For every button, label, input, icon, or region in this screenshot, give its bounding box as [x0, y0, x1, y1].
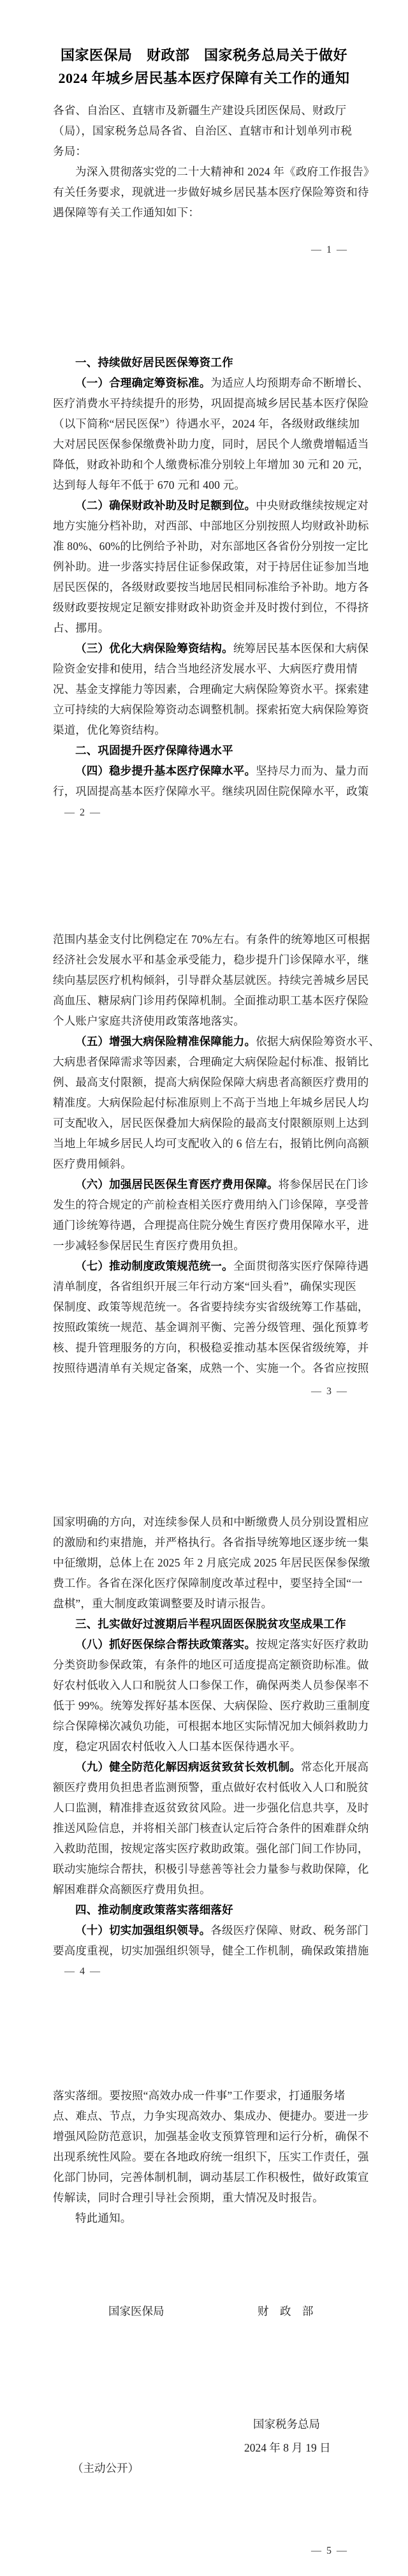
text-line: 经济社会发展水平和基金承受能力，稳步提升门诊保障水平，继	[53, 953, 369, 966]
text-line: 入救助范围，按规定落实医疗救助政策。强化部门间工作协同，	[53, 1842, 369, 1855]
paragraph-lead: （五）增强大病保险精准保障能力。	[75, 1035, 256, 1048]
text-line: （七）推动制度政策规范统一。全面贯彻落实医疗保障待遇	[75, 1260, 369, 1272]
text-line: 当地上年城乡居民人均可支配收入的 6 倍左右，报销比例向高额	[53, 1137, 369, 1150]
text-line: 各省、自治区、直辖市及新疆生产建设兵团医保局、财政厅	[53, 104, 347, 117]
text-line: （以下简称“居民医保”）待遇水平，2024 年，各级财政继续加	[53, 417, 360, 430]
text-line: 清单制度，各省组织开展三年行动方案“回头看”，确保实现医	[53, 1280, 357, 1293]
text-line: 传解读，同时合理引导社会预期，重大情况及时报告。	[53, 2191, 324, 2204]
page-number-4: — 4 —	[64, 1966, 101, 1977]
text-line: 况、基金支撑能力等因素，合理确定大病保险筹资水平。探索建	[53, 683, 369, 696]
text-line: 范围内基金支付比例稳定在 70%左右。有条件的统筹地区可根据	[53, 933, 370, 946]
document-title	[0, 44, 408, 90]
page-number-5: — 5 —	[311, 2545, 348, 2556]
text-line: （三）优化大病保险筹资结构。统筹居民基本医保和大病保	[75, 642, 369, 655]
text-line: 中征缴期，总体上在 2025 年 2 月底完成 2025 年居民医保参保缴	[53, 1556, 370, 1569]
text-line: 可支配收入，居民医保叠加大病保险的最高支付限额原则上达到	[53, 1117, 369, 1129]
text-line: 精准度。大病保险起付标准原则上不高于当地上年城乡居民人均	[53, 1096, 369, 1109]
text-line: 核、提升管理服务的方向，积极稳妥推动基本医保省级统筹，并	[53, 1341, 369, 1354]
text-line: 有关任务要求，现就进一步做好城乡居民基本医疗保险筹资和待	[53, 186, 369, 198]
text-line: （一）合理确定筹资标准。为适应人均预期寿命不断增长、	[75, 376, 369, 389]
text-line: 遇保障等有关工作通知如下：	[53, 206, 200, 219]
disclosure-note: （主动公开）	[72, 2462, 139, 2475]
paragraph-lead: （一）合理确定筹资标准。	[75, 376, 211, 389]
title-line-1: 国家医保局 财政部 国家税务总局关于做好	[60, 47, 347, 63]
text-line: 点、难点、节点，力争实现高效办、集成办、便捷办。要进一步	[53, 2110, 369, 2122]
section-heading: 三、扎实做好过渡期后半程巩固医保脱贫攻坚成果工作	[75, 1618, 346, 1630]
page-number-3: — 3 —	[311, 1386, 348, 1397]
page-4-body	[53, 1512, 370, 1961]
text-line: 例、最高支付限额，提高大病保险保障大病患者高额医疗费用的	[53, 1076, 369, 1089]
text-line: 务局：	[53, 145, 87, 158]
text-line: 联动实施综合帮扶，积极引导慈善等社会力量参与救助保障，化	[53, 1863, 369, 1875]
text-line: 大对居民医保参保缴费补助力度，同时，居民个人缴费增幅适当	[53, 438, 369, 450]
paragraph-lead: （九）健全防范化解因病返贫致贫长效机制。	[75, 1761, 301, 1773]
text-line: 要高度重视，切实加强组织领导，健全工作机制，确保政策措施	[53, 1944, 369, 1957]
signature-agency-taxation: 国家税务总局	[253, 2418, 320, 2431]
text-line: 发生的符合规定的产前检查相关医疗费用纳入门诊保障，享受普	[53, 1198, 369, 1211]
paragraph-lead: （三）优化大病保险筹资结构。	[75, 642, 233, 655]
section-heading: 二、巩固提升医疗保障待遇水平	[75, 744, 233, 757]
text-line: 达到每人每年不低于 670 元和 400 元。	[53, 479, 246, 491]
text-line: 好农村低收入人口和脱贫人口参保工作，确保两类人员参保率不	[53, 1679, 369, 1692]
text-line: 盘棋”，重大制度政策调整要及时请示报告。	[53, 1597, 273, 1610]
signature-date: 2024 年 8 月 19 日	[244, 2441, 331, 2454]
text-line: 按照待遇清单有关规定备案，成熟一个、实施一个。各省应按照	[53, 1362, 369, 1374]
signature-agency-nhsa: 国家医保局	[108, 2305, 164, 2318]
text-line: 的激励和约束措施，并严格执行。各省指导统筹地区逐步统一集	[53, 1536, 369, 1549]
text-line: 解困难群众高额医疗费用负担。	[53, 1883, 211, 1896]
paragraph-lead: （八）抓好医保综合帮扶政策落实。	[75, 1638, 256, 1651]
text-line: 占、挪用。	[53, 622, 110, 634]
text-line: 准 80%、60%的比例给予补助，对东部地区各省份分别按一定比	[53, 540, 368, 553]
text-line: 费工作。各省在深化医疗保障制度改革过程中，要坚持全国“一	[53, 1577, 363, 1590]
text-line: （局），国家税务总局各省、自治区、直辖市和计划单列市税	[53, 124, 353, 137]
text-line: 度，稳定巩固农村低收入人口基本医保待遇水平。	[53, 1740, 302, 1753]
paragraph-lead: （六）加强居民医保生育医疗费用保障。	[75, 1178, 279, 1191]
text-line: 综合保障梯次减负功能，可根据本地区实际情况加大倾斜救助力	[53, 1720, 369, 1732]
paragraph-lead: （四）稳步提升基本医疗保障水平。	[75, 764, 256, 777]
text-line: 落实落细。要按照“高效办成一件事”工作要求，打通服务堵	[53, 2089, 346, 2102]
text-line: （六）加强居民医保生育医疗费用保障。将参保居民在门诊	[75, 1178, 369, 1191]
text-line: 化部门协同，完善体制机制，调动基层工作积极性，做好政策宣	[53, 2171, 369, 2184]
section-heading: 一、持续做好居民医保筹资工作	[75, 356, 233, 369]
text-line: 大病患者保障需求等因素，合理确定大病保险起付标准、报销比	[53, 1055, 369, 1068]
page-number-1: — 1 —	[311, 244, 348, 255]
paragraph-lead: （七）推动制度政策规范统一。	[75, 1260, 233, 1272]
text-line: （十）切实加强组织领导。各级医疗保障、财政、税务部门	[75, 1924, 369, 1937]
text-line: 级财政要按规定足额安排财政补助资金并及时拨付到位，不得挤	[53, 601, 369, 614]
text-line: 为深入贯彻落实党的二十大精神和 2024 年《政府工作报告》	[75, 165, 375, 178]
text-line: 增强风险防范意识，加强基金收支预算管理和运行分析，确保不	[53, 2130, 369, 2143]
text-line: （四）稳步提升基本医疗保障水平。坚持尽力而为、量力而	[75, 764, 369, 777]
text-line: 人口监测，精准排查返贫致贫风险。进一步强化信息共享，及时	[53, 1801, 369, 1814]
title-line-2: 2024 年城乡居民基本医疗保障有关工作的通知	[58, 70, 350, 86]
text-line: （二）确保财政补助及时足额到位。中央财政继续按规定对	[75, 499, 369, 512]
text-line: （八）抓好医保综合帮扶政策落实。按规定落实好医疗救助	[75, 1638, 369, 1651]
text-line: 低于 99%。统筹发挥好基本医保、大病保险、医疗救助三重制度	[53, 1699, 370, 1712]
text-line: 分类资助参保政策，有条件的地区可适度提高定额资助标准。做	[53, 1658, 369, 1671]
text-line: （九）健全防范化解因病返贫致贫长效机制。常态化开展高	[75, 1761, 369, 1773]
text-line: 降低，财政补助和个人缴费标准分别较上年增加 30 元和 20 元，	[53, 458, 370, 471]
section-heading: 四、推动制度政策落实落细落好	[75, 1903, 233, 1916]
page-3-body	[53, 929, 380, 1378]
text-line: 行，巩固提高基本医疗保障水平。继续巩固住院保障水平，政策	[53, 785, 369, 798]
text-line: 通门诊统筹待遇，合理提高住院分娩生育医疗费用保障水平，进	[53, 1219, 369, 1232]
text-line: 额医疗费用负担患者监测预警，重点做好农村低收入人口和脱贫	[53, 1781, 369, 1794]
text-line: 渠道，优化筹资结构。	[53, 724, 166, 736]
text-line: 按照政策统一规范、基金调剂平衡、完善分级管理、强化预算考	[53, 1321, 369, 1334]
text-line: 高血压、糖尿病门诊用药保障机制。全面推动职工基本医疗保险	[53, 994, 369, 1007]
page-2-body	[53, 352, 370, 801]
page-number-2: — 2 —	[64, 807, 101, 818]
page-1-body	[53, 100, 375, 223]
text-line: 例补助。进一步落实持居住证参保政策，对于持居住证参加当地	[53, 560, 369, 573]
paragraph-lead: （二）确保财政补助及时足额到位。	[75, 499, 256, 512]
text-line: 地方实施分档补助，对西部、中部地区分别按照人均财政补助标	[53, 519, 369, 532]
page-5-body	[53, 2085, 367, 2228]
signature-agency-mof: 财 政 部	[258, 2305, 314, 2318]
text-line: （五）增强大病保险精准保障能力。依据大病保险筹资水平、	[75, 1035, 380, 1048]
text-line: 医疗费用倾斜。	[53, 1158, 132, 1170]
text-line: 国家明确的方向，对连续参保人员和中断缴费人员分别设置相应	[53, 1515, 369, 1528]
text-line: 医疗消费水平持续提升的形势，巩固提高城乡居民基本医疗保险	[53, 397, 369, 410]
text-line: 出现系统性风险。要在各地政府统一组织下，压实工作责任，强	[53, 2150, 369, 2163]
text-line: 险资金安排和使用，结合当地经济发展水平、大病医疗费用情	[53, 662, 358, 675]
text-line: 一步减轻参保居民生育医疗费用负担。	[53, 1239, 245, 1252]
text-line: 推送风险信息，并将相关部门核查认定后符合条件的困难群众纳	[53, 1822, 369, 1835]
text-line: 立可持续的大病保险筹资动态调整机制。探索拓宽大病保险筹资	[53, 703, 369, 716]
text-line: 续向基层医疗机构倾斜，引导群众基层就医。持续完善城乡居民	[53, 974, 369, 986]
text-line: 保制度、政策等规范统一。各省要持续夯实省级统筹工作基础，	[53, 1300, 369, 1313]
text-line: 特此通知。	[75, 2212, 132, 2224]
paragraph-lead: （十）切实加强组织领导。	[75, 1924, 211, 1937]
text-line: 居民医保的，各级财政要按当地居民相同标准给予补助。地方各	[53, 581, 369, 593]
text-line: 个人账户家庭共济使用政策落地落实。	[53, 1015, 245, 1027]
